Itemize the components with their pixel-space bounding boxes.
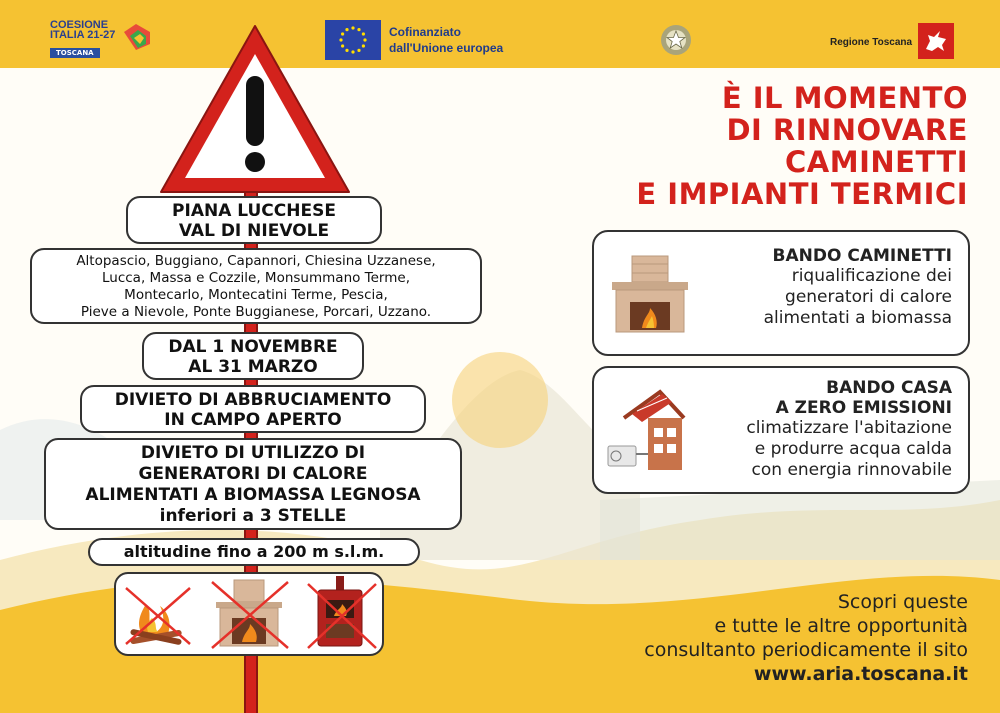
- card2-line2: e produrre acqua calda: [754, 439, 952, 459]
- sign-area: [126, 196, 382, 244]
- footer-message: [644, 590, 968, 686]
- area-line2: VAL DI NIEVOLE: [178, 221, 330, 241]
- towns-line1: Altopascio, Buggiano, Capannori, Chiesina Uzzanese,: [76, 253, 436, 269]
- card2-header-line2: A ZERO EMISSIONI: [775, 398, 952, 418]
- title-line4: E IMPIANTI TERMICI: [636, 177, 968, 211]
- fireplace-icon: [608, 254, 692, 338]
- coesione-arrow-icon: [122, 22, 152, 52]
- towns-line3: Montecarlo, Montecatini Terme, Pescia,: [124, 287, 388, 303]
- old-stove-icon: [308, 576, 376, 648]
- sign-burning-ban: [80, 385, 426, 433]
- ban2-line1: DIVIETO DI UTILIZZO DI: [140, 443, 366, 463]
- eu-line1: Cofinanziato: [389, 25, 461, 39]
- website-link[interactable]: www.aria.toscana.it: [753, 663, 968, 685]
- ban1-line2: IN CAMPO APERTO: [164, 410, 342, 430]
- coesione-line1: COESIONE: [50, 19, 109, 31]
- title-line1: È IL MOMENTO: [721, 81, 968, 115]
- sign-biomass-ban: [44, 438, 462, 530]
- footer-line2: e tutte le altre opportunità: [714, 615, 968, 637]
- area-line1: PIANA LUCCHESE: [172, 201, 336, 221]
- regione-toscana-pegasus-icon: [918, 23, 954, 59]
- card-bando-caminetti: [592, 230, 970, 356]
- card1-text: [764, 246, 952, 329]
- eu-cofinanced-label: [389, 24, 503, 56]
- ban2-line4: inferiori a 3 STELLE: [159, 506, 347, 526]
- footer-line3: consultanto periodicamente il sito: [644, 639, 968, 661]
- card1-line1: riqualificazione dei: [791, 266, 952, 286]
- period-line1: DAL 1 NOVEMBRE: [168, 337, 338, 357]
- eu-line2: dall'Unione europea: [389, 41, 504, 55]
- card-bando-casa-zero-emissioni: [592, 366, 970, 494]
- italian-republic-emblem-icon: [658, 22, 694, 58]
- towns-line2: Lucca, Massa e Cozzile, Monsummano Terme,: [102, 270, 410, 286]
- sign-period: [142, 332, 364, 380]
- card2-header-line1: BANDO CASA: [826, 378, 952, 398]
- towns-line4: Pieve a Nievole, Ponte Buggianese, Porcari, Uzzano.: [80, 304, 432, 320]
- solar-house-icon: [604, 388, 694, 478]
- card2-text: [746, 378, 952, 481]
- warning-triangle-icon: [155, 20, 355, 200]
- card2-line1: climatizzare l'abitazione: [746, 418, 952, 438]
- sign-altitude: [88, 538, 420, 566]
- banned-devices-illustration: [116, 574, 382, 654]
- ban2-line2: GENERATORI DI CALORE: [138, 464, 368, 484]
- campfire-icon: [126, 588, 190, 645]
- ban1-line1: DIVIETO DI ABBRUCIAMENTO: [114, 390, 392, 410]
- footer-line1: Scopri queste: [837, 591, 968, 613]
- card1-header: BANDO CAMINETTI: [772, 246, 952, 266]
- coesione-line2: ITALIA 21-27: [50, 29, 116, 41]
- regione-toscana-label: Regione Toscana: [830, 37, 913, 48]
- sign-towns: [30, 248, 482, 324]
- card1-line2: generatori di calore: [785, 287, 952, 307]
- card1-line3: alimentati a biomassa: [763, 308, 952, 328]
- coesione-italia-logo: [50, 20, 155, 60]
- coesione-badge: TOSCANA: [50, 48, 100, 58]
- page-title: [636, 82, 968, 210]
- altitude-label: altitudine fino a 200 m s.l.m.: [123, 542, 385, 561]
- sign-banned-devices: [114, 572, 384, 656]
- old-fireplace-icon: [212, 580, 288, 648]
- period-line2: AL 31 MARZO: [188, 357, 318, 377]
- card2-line3: con energia rinnovabile: [751, 460, 952, 480]
- title-line3: CAMINETTI: [785, 145, 968, 179]
- title-line2: DI RINNOVARE: [726, 113, 968, 147]
- ban2-line3: ALIMENTATI A BIOMASSA LEGNOSA: [85, 485, 421, 505]
